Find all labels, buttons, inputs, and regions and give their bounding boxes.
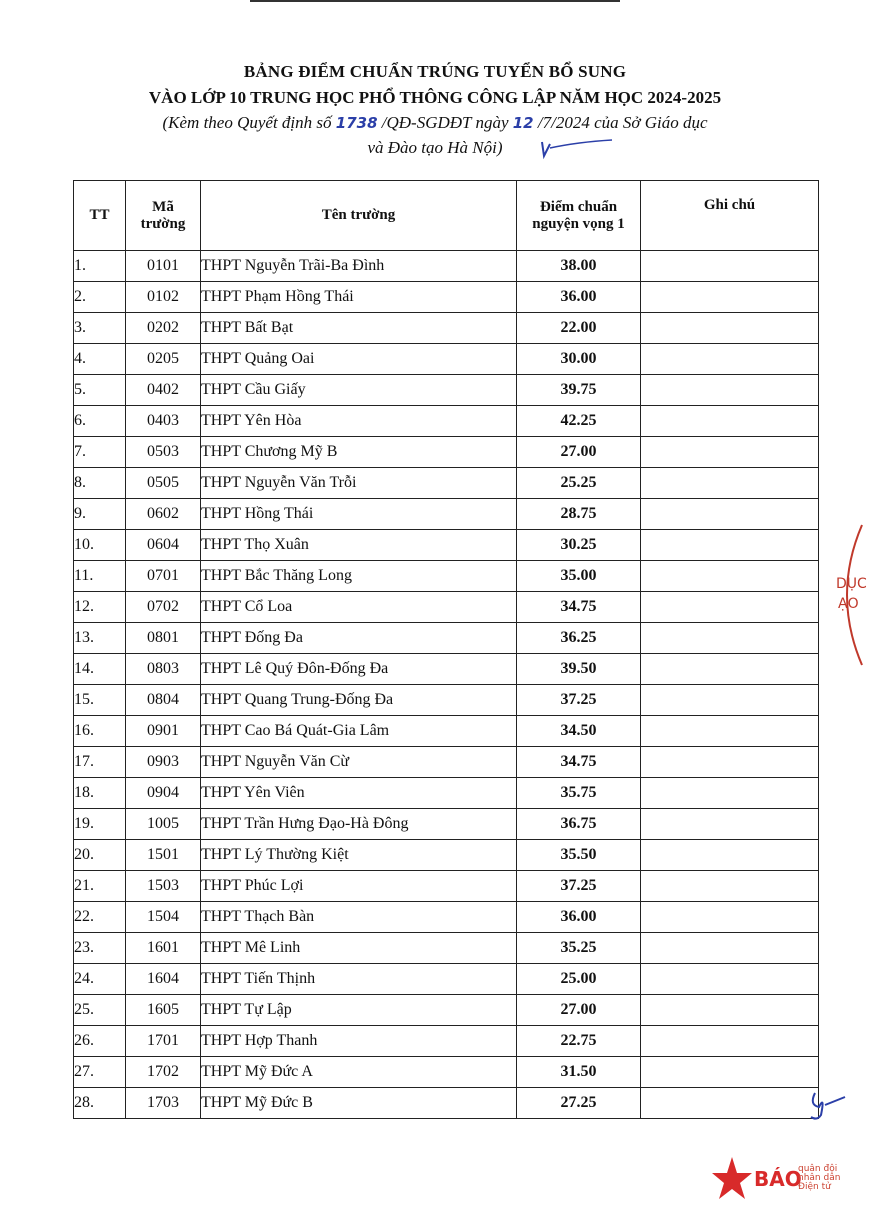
row-tt: 15. bbox=[74, 685, 126, 716]
row-note bbox=[641, 1026, 819, 1057]
row-score: 42.25 bbox=[517, 406, 641, 437]
row-score: 30.00 bbox=[517, 344, 641, 375]
col-header-score-line2: nguyện vọng 1 bbox=[532, 215, 625, 232]
row-name: THPT Đống Đa bbox=[201, 623, 517, 654]
handwritten-signature bbox=[805, 1085, 855, 1125]
row-score: 30.25 bbox=[517, 530, 641, 561]
row-score: 36.75 bbox=[517, 809, 641, 840]
row-tt: 11. bbox=[74, 561, 126, 592]
row-code: 0205 bbox=[126, 344, 201, 375]
row-note bbox=[641, 716, 819, 747]
row-tt: 20. bbox=[74, 840, 126, 871]
row-note bbox=[641, 871, 819, 902]
row-score: 27.25 bbox=[517, 1088, 641, 1119]
table-row bbox=[74, 1057, 819, 1088]
row-note bbox=[641, 933, 819, 964]
row-code: 0701 bbox=[126, 561, 201, 592]
table-row bbox=[74, 747, 819, 778]
row-code: 1503 bbox=[126, 871, 201, 902]
row-tt: 7. bbox=[74, 437, 126, 468]
table-row bbox=[74, 406, 819, 437]
logo-name-line1: quân đội bbox=[798, 1164, 838, 1174]
row-code: 1601 bbox=[126, 933, 201, 964]
row-score: 31.50 bbox=[517, 1057, 641, 1088]
row-name: THPT Bắc Thăng Long bbox=[201, 561, 517, 592]
row-tt: 19. bbox=[74, 809, 126, 840]
row-name: THPT Lê Quý Đôn-Đống Đa bbox=[201, 654, 517, 685]
table-header-row bbox=[74, 181, 819, 251]
row-score: 39.75 bbox=[517, 375, 641, 406]
row-note bbox=[641, 1088, 819, 1119]
top-rule bbox=[250, 0, 620, 2]
row-score: 35.75 bbox=[517, 778, 641, 809]
logo-name-line2: nhân dân bbox=[798, 1173, 841, 1183]
row-score: 35.50 bbox=[517, 840, 641, 871]
row-code: 0901 bbox=[126, 716, 201, 747]
table-row bbox=[74, 344, 819, 375]
row-code: 0803 bbox=[126, 654, 201, 685]
decision-note-line2: và Đào tạo Hà Nội) bbox=[367, 138, 503, 157]
row-score: 25.25 bbox=[517, 468, 641, 499]
table-row bbox=[74, 871, 819, 902]
row-note bbox=[641, 623, 819, 654]
row-code: 1005 bbox=[126, 809, 201, 840]
logo-brand: BÁO bbox=[754, 1167, 802, 1191]
red-seal-stamp bbox=[822, 520, 870, 670]
page-subtitle: VÀO LỚP 10 TRUNG HỌC PHỔ THÔNG CÔNG LẬP NĂM HỌC 2024-2025 bbox=[148, 88, 722, 107]
row-code: 1702 bbox=[126, 1057, 201, 1088]
row-score: 39.50 bbox=[517, 654, 641, 685]
row-name: THPT Mỹ Đức A bbox=[201, 1057, 517, 1088]
row-score: 25.00 bbox=[517, 964, 641, 995]
row-tt: 5. bbox=[74, 375, 126, 406]
row-name: THPT Quảng Oai bbox=[201, 344, 517, 375]
table-row bbox=[74, 530, 819, 561]
row-tt: 3. bbox=[74, 313, 126, 344]
row-code: 0503 bbox=[126, 437, 201, 468]
row-score: 34.50 bbox=[517, 716, 641, 747]
row-code: 0403 bbox=[126, 406, 201, 437]
row-tt: 6. bbox=[74, 406, 126, 437]
row-note bbox=[641, 654, 819, 685]
row-tt: 28. bbox=[74, 1088, 126, 1119]
row-name: THPT Tự Lập bbox=[201, 995, 517, 1026]
row-tt: 22. bbox=[74, 902, 126, 933]
row-note bbox=[641, 561, 819, 592]
row-tt: 10. bbox=[74, 530, 126, 561]
row-note bbox=[641, 747, 819, 778]
row-name: THPT Yên Hòa bbox=[201, 406, 517, 437]
row-tt: 1. bbox=[74, 251, 126, 282]
row-note bbox=[641, 592, 819, 623]
row-name: THPT Chương Mỹ B bbox=[201, 437, 517, 468]
row-code: 1605 bbox=[126, 995, 201, 1026]
row-name: THPT Bất Bạt bbox=[201, 313, 517, 344]
row-tt: 9. bbox=[74, 499, 126, 530]
table-row bbox=[74, 685, 819, 716]
row-tt: 8. bbox=[74, 468, 126, 499]
row-note bbox=[641, 406, 819, 437]
table-row bbox=[74, 561, 819, 592]
row-name: THPT Trần Hưng Đạo-Hà Đông bbox=[201, 809, 517, 840]
table-row bbox=[74, 1026, 819, 1057]
row-score: 36.00 bbox=[517, 282, 641, 313]
row-note bbox=[641, 468, 819, 499]
row-name: THPT Cao Bá Quát-Gia Lâm bbox=[201, 716, 517, 747]
row-score: 27.00 bbox=[517, 437, 641, 468]
row-note bbox=[641, 282, 819, 313]
row-note bbox=[641, 344, 819, 375]
row-note bbox=[641, 685, 819, 716]
stamp-text-2: ẠO bbox=[838, 596, 859, 612]
table-row bbox=[74, 964, 819, 995]
row-note bbox=[641, 375, 819, 406]
row-tt: 17. bbox=[74, 747, 126, 778]
col-header-code-line1: Mã bbox=[152, 198, 174, 215]
red-star-icon bbox=[712, 1153, 752, 1209]
row-name: THPT Thạch Bàn bbox=[201, 902, 517, 933]
table-row bbox=[74, 499, 819, 530]
row-code: 0804 bbox=[126, 685, 201, 716]
row-name: THPT Lý Thường Kiệt bbox=[201, 840, 517, 871]
table-row bbox=[74, 1088, 819, 1119]
table-row bbox=[74, 437, 819, 468]
table-row bbox=[74, 313, 819, 344]
table-row bbox=[74, 654, 819, 685]
row-score: 22.75 bbox=[517, 1026, 641, 1057]
table-row bbox=[74, 995, 819, 1026]
table-row bbox=[74, 375, 819, 406]
score-table bbox=[73, 180, 819, 1119]
table-row bbox=[74, 840, 819, 871]
row-note bbox=[641, 778, 819, 809]
row-score: 34.75 bbox=[517, 592, 641, 623]
row-note bbox=[641, 902, 819, 933]
row-name: THPT Hợp Thanh bbox=[201, 1026, 517, 1057]
row-name: THPT Cầu Giấy bbox=[201, 375, 517, 406]
table-row bbox=[74, 592, 819, 623]
note-suffix: /7/2024 của Sở Giáo dục bbox=[533, 113, 708, 132]
row-note bbox=[641, 964, 819, 995]
row-code: 1701 bbox=[126, 1026, 201, 1057]
row-tt: 21. bbox=[74, 871, 126, 902]
col-header-tt: TT bbox=[74, 181, 126, 251]
row-name: THPT Phạm Hồng Thái bbox=[201, 282, 517, 313]
newspaper-logo bbox=[712, 1153, 852, 1213]
table-row bbox=[74, 468, 819, 499]
row-code: 0402 bbox=[126, 375, 201, 406]
row-tt: 14. bbox=[74, 654, 126, 685]
page-title: BẢNG ĐIỂM CHUẨN TRÚNG TUYỂN BỔ SUNG bbox=[243, 62, 627, 81]
row-code: 0702 bbox=[126, 592, 201, 623]
row-code: 0903 bbox=[126, 747, 201, 778]
row-name: THPT Hồng Thái bbox=[201, 499, 517, 530]
row-name: THPT Phúc Lợi bbox=[201, 871, 517, 902]
col-header-code-line2: trường bbox=[140, 215, 186, 232]
row-tt: 13. bbox=[74, 623, 126, 654]
row-code: 1501 bbox=[126, 840, 201, 871]
row-name: THPT Nguyễn Văn Cừ bbox=[201, 747, 517, 778]
row-tt: 26. bbox=[74, 1026, 126, 1057]
row-score: 37.25 bbox=[517, 685, 641, 716]
row-code: 0602 bbox=[126, 499, 201, 530]
row-score: 37.25 bbox=[517, 871, 641, 902]
row-note bbox=[641, 840, 819, 871]
row-code: 0801 bbox=[126, 623, 201, 654]
handwritten-initial-mark bbox=[538, 136, 618, 160]
row-score: 28.75 bbox=[517, 499, 641, 530]
stamp-text-1: DỤC bbox=[836, 576, 867, 592]
row-note bbox=[641, 313, 819, 344]
row-note bbox=[641, 437, 819, 468]
table-row bbox=[74, 623, 819, 654]
row-tt: 24. bbox=[74, 964, 126, 995]
row-code: 0904 bbox=[126, 778, 201, 809]
row-name: THPT Cổ Loa bbox=[201, 592, 517, 623]
row-code: 1703 bbox=[126, 1088, 201, 1119]
row-name: THPT Nguyễn Trãi-Ba Đình bbox=[201, 251, 517, 282]
row-score: 35.25 bbox=[517, 933, 641, 964]
row-score: 27.00 bbox=[517, 995, 641, 1026]
table-row bbox=[74, 716, 819, 747]
row-note bbox=[641, 499, 819, 530]
row-tt: 27. bbox=[74, 1057, 126, 1088]
row-tt: 12. bbox=[74, 592, 126, 623]
row-code: 0102 bbox=[126, 282, 201, 313]
row-note bbox=[641, 1057, 819, 1088]
row-name: THPT Nguyễn Văn Trỗi bbox=[201, 468, 517, 499]
row-score: 36.25 bbox=[517, 623, 641, 654]
decision-note bbox=[0, 113, 870, 133]
row-name: THPT Yên Viên bbox=[201, 778, 517, 809]
row-name: THPT Tiến Thịnh bbox=[201, 964, 517, 995]
table-row bbox=[74, 933, 819, 964]
row-score: 35.00 bbox=[517, 561, 641, 592]
row-code: 0505 bbox=[126, 468, 201, 499]
row-name: THPT Mê Linh bbox=[201, 933, 517, 964]
row-score: 34.75 bbox=[517, 747, 641, 778]
row-name: THPT Mỹ Đức B bbox=[201, 1088, 517, 1119]
row-tt: 18. bbox=[74, 778, 126, 809]
row-tt: 25. bbox=[74, 995, 126, 1026]
col-header-score-line1: Điểm chuẩn bbox=[539, 198, 618, 215]
decision-number: 1738 bbox=[335, 114, 378, 132]
row-note bbox=[641, 809, 819, 840]
row-code: 1604 bbox=[126, 964, 201, 995]
row-code: 0202 bbox=[126, 313, 201, 344]
col-header-note: Ghi chú bbox=[641, 181, 819, 251]
row-tt: 4. bbox=[74, 344, 126, 375]
row-code: 1504 bbox=[126, 902, 201, 933]
row-score: 36.00 bbox=[517, 902, 641, 933]
table-row bbox=[74, 809, 819, 840]
logo-name bbox=[798, 1165, 840, 1192]
row-tt: 16. bbox=[74, 716, 126, 747]
row-score: 22.00 bbox=[517, 313, 641, 344]
row-score: 38.00 bbox=[517, 251, 641, 282]
row-tt: 23. bbox=[74, 933, 126, 964]
row-code: 0604 bbox=[126, 530, 201, 561]
logo-tag: Điện tử bbox=[798, 1182, 831, 1192]
note-mid: /QĐ-SGDĐT ngày bbox=[377, 113, 513, 132]
table-body bbox=[74, 251, 819, 1119]
row-tt: 2. bbox=[74, 282, 126, 313]
row-name: THPT Quang Trung-Đống Đa bbox=[201, 685, 517, 716]
note-prefix: (Kèm theo Quyết định số bbox=[162, 113, 336, 132]
col-header-code bbox=[126, 181, 201, 251]
row-code: 0101 bbox=[126, 251, 201, 282]
col-header-name: Tên trường bbox=[201, 181, 517, 251]
table-row bbox=[74, 902, 819, 933]
table-row bbox=[74, 251, 819, 282]
row-note bbox=[641, 251, 819, 282]
col-header-score bbox=[517, 181, 641, 251]
row-name: THPT Thọ Xuân bbox=[201, 530, 517, 561]
row-note bbox=[641, 995, 819, 1026]
table-row bbox=[74, 778, 819, 809]
row-note bbox=[641, 530, 819, 561]
table-row bbox=[74, 282, 819, 313]
decision-day: 12 bbox=[512, 114, 534, 132]
